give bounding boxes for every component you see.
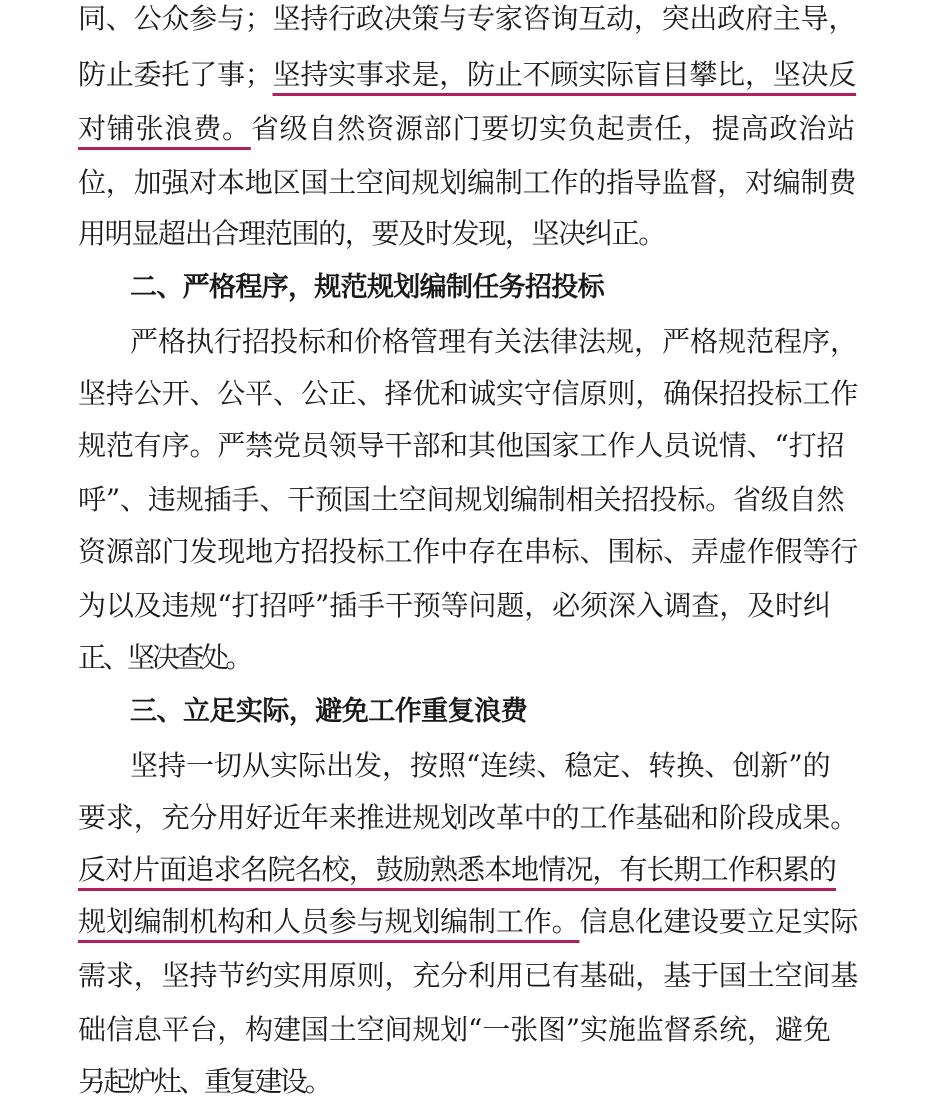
text-segment: 三、立足实际，避免工作重复浪费: [130, 696, 528, 727]
text-segment: 础信息平台，构建国土空间规划“一张图”实施监督系统，避免: [78, 1013, 831, 1046]
highlighted-phrase: 反对片面追求名院名校，鼓励熟悉本地情况，有长期工作积累的: [78, 853, 836, 886]
text-segment: 呼”、违规插手、干预国土空间规划编制相关招投标。省级自然: [78, 483, 845, 516]
body-text-line: [78, 417, 936, 475]
body-text-line: [78, 365, 936, 423]
highlighted-phrase: 规划编制机构和人员参与规划编制工作。: [78, 905, 580, 938]
text-segment: 为以及违规“打招呼”插手干预等问题，必须深入调查，及时纠: [78, 589, 831, 622]
text-segment: 位，加强对本地区国土空间规划编制工作的指导监督，对编制费: [78, 166, 857, 199]
body-text-line: [78, 947, 936, 1005]
body-text-line: [78, 205, 936, 263]
body-text-line: [78, 577, 936, 635]
body-text-line: [130, 737, 936, 795]
text-segment: 省级自然资源部门要切实负起责任，提高政治站: [250, 112, 856, 145]
body-text-line: [78, 1053, 936, 1111]
text-segment: 需求，坚持节约实用原则，充分利用已有基础，基于国土空间基: [78, 959, 859, 992]
body-text-line: [78, 789, 936, 847]
text-segment: 正、坚决查处。: [78, 641, 250, 674]
body-text-line: [78, 523, 936, 581]
text-segment: 二、严格程序，规范规划编制任务招投标: [130, 272, 604, 303]
body-text-line: [78, 46, 936, 104]
body-text-line: [78, 100, 936, 158]
body-text-line: [78, 629, 936, 687]
body-text-line: [78, 0, 936, 48]
text-segment: 用明显超出合理范围的，要及时发现，坚决纠正。: [78, 217, 665, 250]
text-segment: 坚持一切从实际出发，按照“连续、稳定、转换、创新”的: [130, 749, 831, 782]
text-segment: 另起炉灶、重复建设。: [78, 1065, 331, 1098]
text-segment: 规范有序。严禁党员领导干部和其他国家工作人员说情、“打招: [78, 429, 845, 462]
text-segment: 要求，充分用好近年来推进规划改革中的工作基础和阶段成果。: [78, 801, 859, 834]
text-segment: 信息化建设要立足实际: [579, 905, 859, 938]
section-heading: [130, 683, 936, 741]
body-text-line: [78, 154, 936, 212]
section-heading: [130, 259, 936, 317]
text-segment: 资源部门发现地方招投标工作中存在串标、围标、弄虚作假等行: [78, 535, 859, 568]
highlighted-phrase: 坚持实事求是，防止不顾实际盲目攀比，坚决反: [272, 58, 857, 91]
text-segment: 防止委托了事；: [78, 58, 273, 91]
text-segment: 严格执行招投标和价格管理有关法律法规，严格规范程序，: [130, 325, 859, 358]
body-text-line: [78, 841, 936, 899]
body-text-line: [78, 471, 936, 529]
body-text-line: [78, 1001, 936, 1059]
text-segment: 同、公众参与；坚持行政决策与专家咨询互动，突出政府主导，: [78, 2, 857, 35]
body-text-line: [78, 893, 936, 951]
highlighted-phrase: 对铺张浪费。: [78, 112, 251, 145]
text-segment: 坚持公开、公平、公正、择优和诚实守信原则，确保招投标工作: [78, 377, 859, 410]
body-text-line: [130, 313, 936, 371]
